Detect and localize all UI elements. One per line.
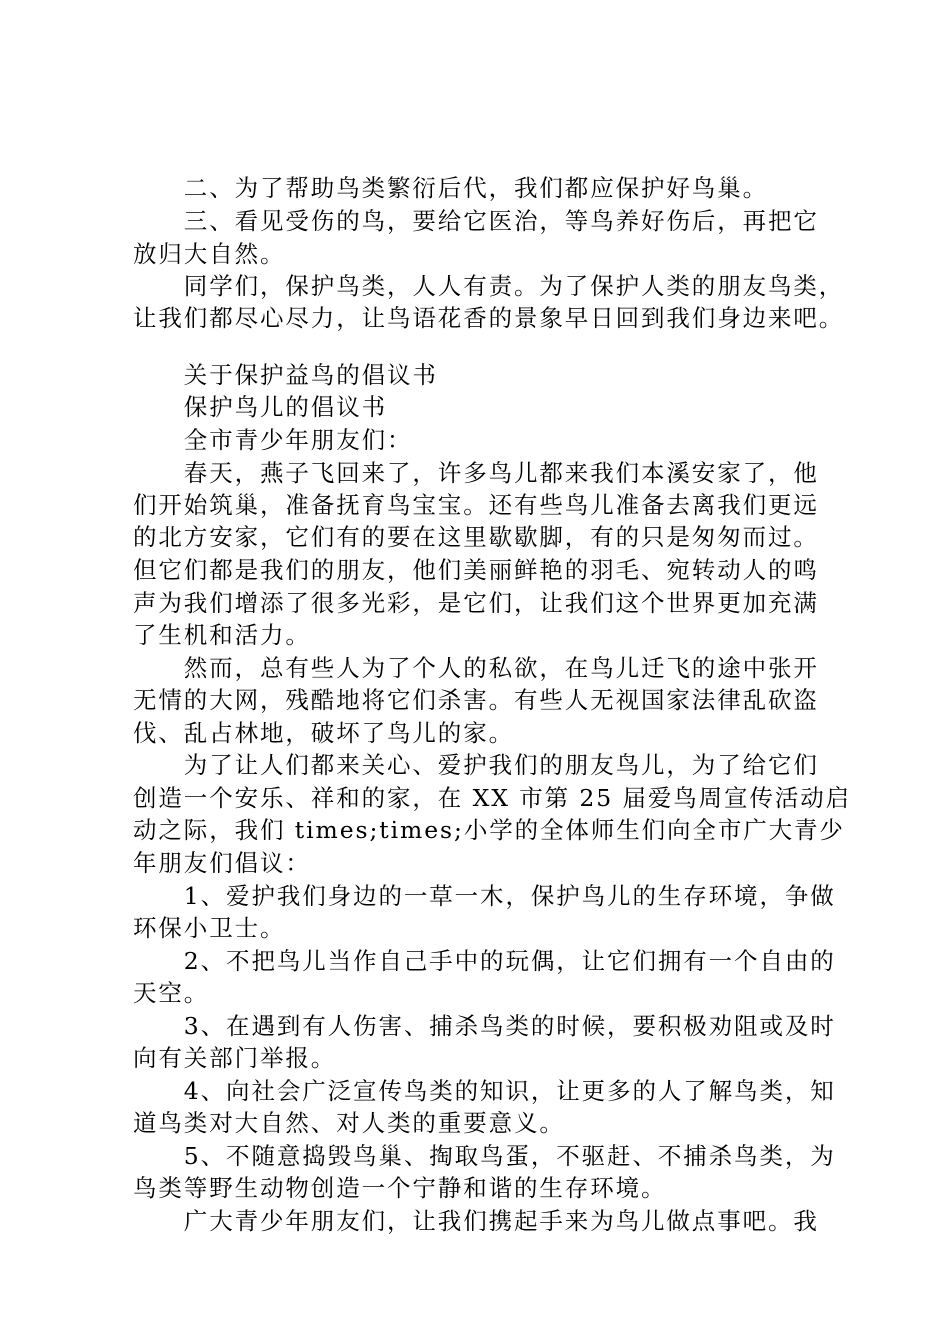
paragraph-line: 年朋友们倡议： [133, 849, 311, 877]
list-item-line: 鸟类等野生动物创造一个宁静和谐的生存环境。 [133, 1174, 667, 1202]
document-subtitle: 保护鸟儿的倡议书 [133, 393, 387, 421]
list-item-line: 2、不把鸟儿当作自己手中的玩偶，让它们拥有一个自由的 [133, 947, 836, 975]
paragraph-line: 同学们，保护鸟类，人人有责。为了保护人类的朋友鸟类， [133, 272, 845, 300]
paragraph-line: 但它们都是我们的朋友，他们美丽鲜艳的羽毛、宛转动人的鸣 [133, 556, 819, 584]
paragraph-line: 然而，总有些人为了个人的私欲，在鸟儿迁飞的途中张开 [133, 654, 819, 682]
list-item-line: 4、向社会广泛宣传鸟类的知识，让更多的人了解鸟类，知 [133, 1077, 836, 1105]
paragraph-line: 声为我们增添了很多光彩，是它们，让我们这个世界更加充满 [133, 589, 819, 617]
paragraph-line: 们开始筑巢，准备抚育鸟宝宝。还有些鸟儿准备去离我们更远 [133, 491, 819, 519]
list-item-line: 3、在遇到有人伤害、捕杀鸟类的时候，要积极劝阻或及时 [133, 1012, 836, 1040]
list-item-line: 5、不随意捣毁鸟巢、掏取鸟蛋，不驱赶、不捕杀鸟类，为 [133, 1142, 836, 1170]
paragraph-line: 创造一个安乐、祥和的家，在 XX 市第 25 届爱鸟周宣传活动启 [133, 784, 852, 812]
list-item-line: 环保小卫士。 [133, 914, 286, 942]
paragraph-line: 让我们都尽心尽力，让鸟语花香的景象早日回到我们身边来吧。 [133, 304, 845, 332]
document-title: 关于保护益鸟的倡议书 [133, 361, 438, 389]
paragraph-line: 为了让人们都来关心、爱护我们的朋友鸟儿，为了给它们 [133, 751, 819, 779]
list-item-line: 1、爱护我们身边的一草一木，保护鸟儿的生存环境，争做 [133, 882, 836, 910]
paragraph-line: 动之际，我们 times;times;小学的全体师生们向全市广大青少 [133, 816, 845, 844]
paragraph-line: 了生机和活力。 [133, 621, 311, 649]
paragraph-line: 放归大自然。 [133, 240, 286, 268]
list-item-line: 天空。 [133, 979, 210, 1007]
paragraph-line: 二、为了帮助鸟类繁衍后代，我们都应保护好鸟巢。 [133, 174, 768, 202]
paragraph-line: 伐、乱占林地，破坏了鸟儿的家。 [133, 719, 514, 747]
paragraph-line: 三、看见受伤的鸟，要给它医治，等鸟养好伤后，再把它 [133, 207, 819, 235]
paragraph-line: 无情的大网，残酷地将它们杀害。有些人无视国家法律乱砍盗 [133, 686, 819, 714]
paragraph-line: 春天，燕子飞回来了，许多鸟儿都来我们本溪安家了，他 [133, 459, 819, 487]
salutation: 全市青少年朋友们： [133, 426, 413, 454]
list-item-line: 道鸟类对大自然、对人类的重要意义。 [133, 1109, 565, 1137]
list-item-line: 向有关部门举报。 [133, 1044, 337, 1072]
paragraph-line: 广大青少年朋友们，让我们携起手来为鸟儿做点事吧。我 [133, 1207, 819, 1235]
paragraph-line: 的北方安家，它们有的要在这里歇歇脚，有的只是匆匆而过。 [133, 523, 819, 551]
